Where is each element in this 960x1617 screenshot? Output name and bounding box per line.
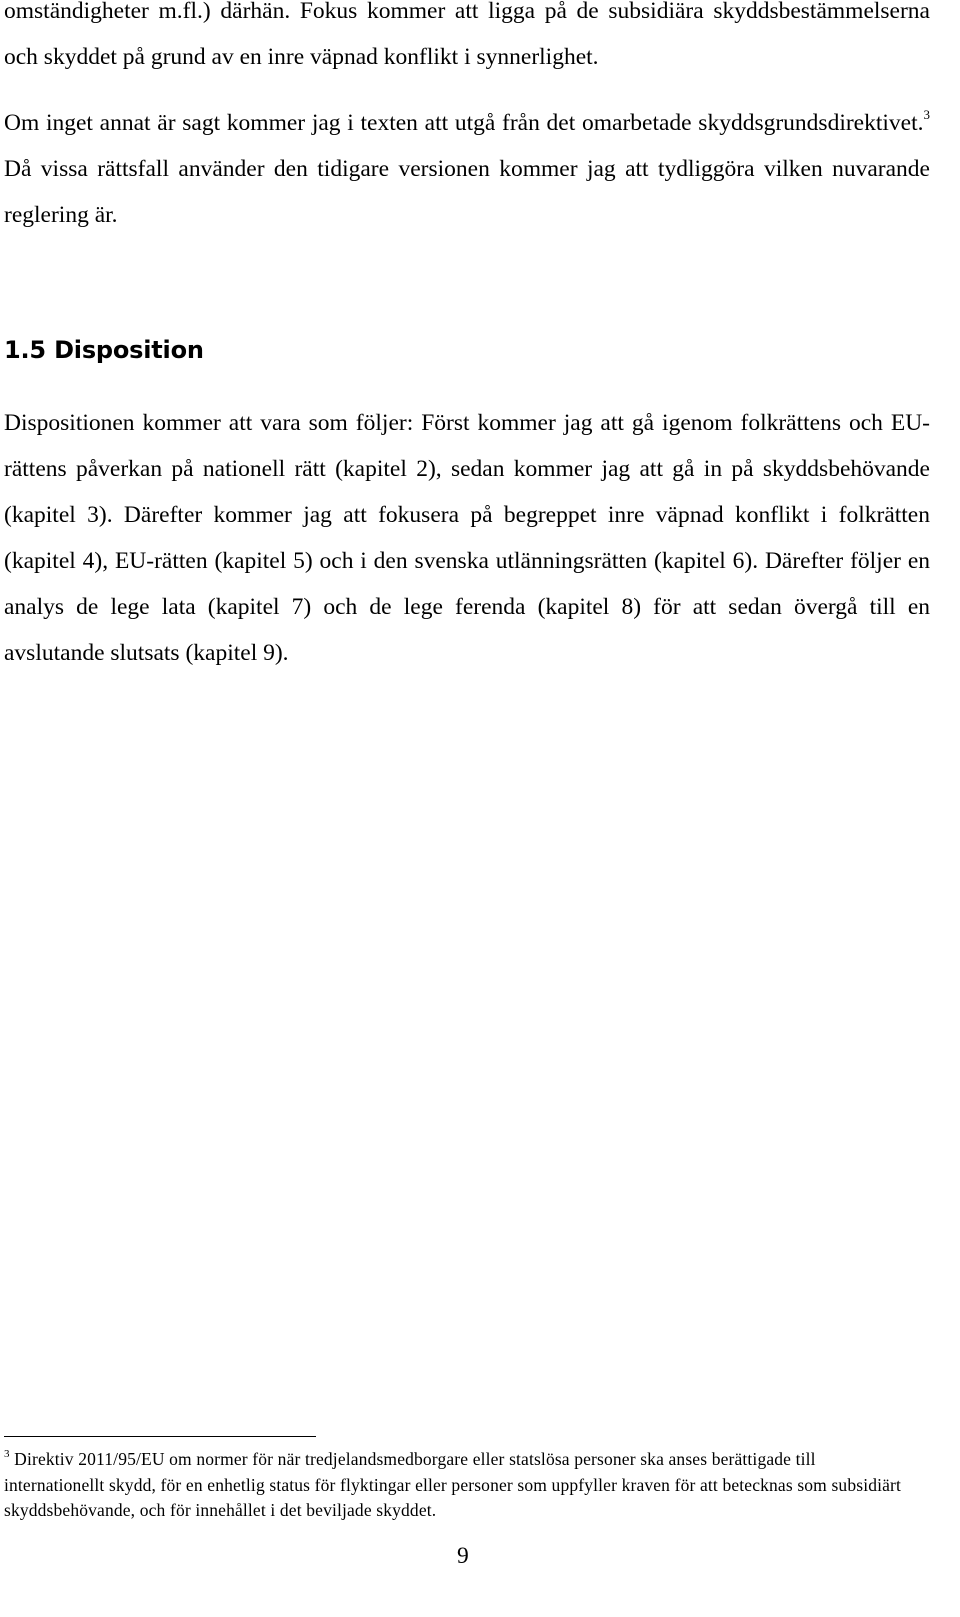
page-number: 9	[457, 1543, 469, 1569]
footnote-marker: 3	[4, 1448, 10, 1460]
paragraph-directive-text: Om inget annat är sagt kommer jag i texten att utgå från det omarbetade skyddsgrundsdirektivet.	[4, 110, 924, 136]
paragraph-scope: omständigheter m.fl.) därhän. Fokus kommer att ligga på de subsidiära skyddsbestämmelserna och skyddet på grund av en inre väpnad konflikt i synnerlighet.	[4, 0, 930, 70]
footnote-separator	[4, 1436, 316, 1437]
section-heading: 1.5 Disposition	[4, 336, 204, 364]
footnote-reference-3[interactable]: 3	[923, 107, 930, 122]
paragraph-directive-text-continued: Då vissa rättsfall använder den tidigare versionen kommer jag att tydliggöra vilken nuvarande reglering är.	[4, 156, 930, 228]
footnote-3	[4, 1447, 904, 1524]
paragraph-directive-reference	[4, 100, 930, 238]
section-body: Dispositionen kommer att vara som följer: Först kommer jag att gå igenom folkrättens och EU-rättens påverkan på nationell rätt (kapitel 2), sedan kommer jag att gå in på skyddsbehövande (kapitel 3). Därefter kommer jag att fokusera på begreppet inre väpnad konflikt i folkrätten (kapitel 4), EU-rätten (kapitel 5) och i den svenska utlänningsrätten (kapitel 6). Därefter följer en analys de lege lata (kapitel 7) och de lege ferenda (kapitel 8) för att sedan övergå till en avslutande slutsats (kapitel 9).	[4, 410, 930, 666]
footnote-text: Direktiv 2011/95/EU om normer för när tredjelandsmedborgare eller statslösa personer ska anses berättigade till internationellt skydd, för en enhetlig status för flyktingar eller personer som uppfyller kraven för att betecknas som subsidiärt skyddsbehövande, och för innehållet i det beviljade skyddet.	[4, 1449, 902, 1520]
